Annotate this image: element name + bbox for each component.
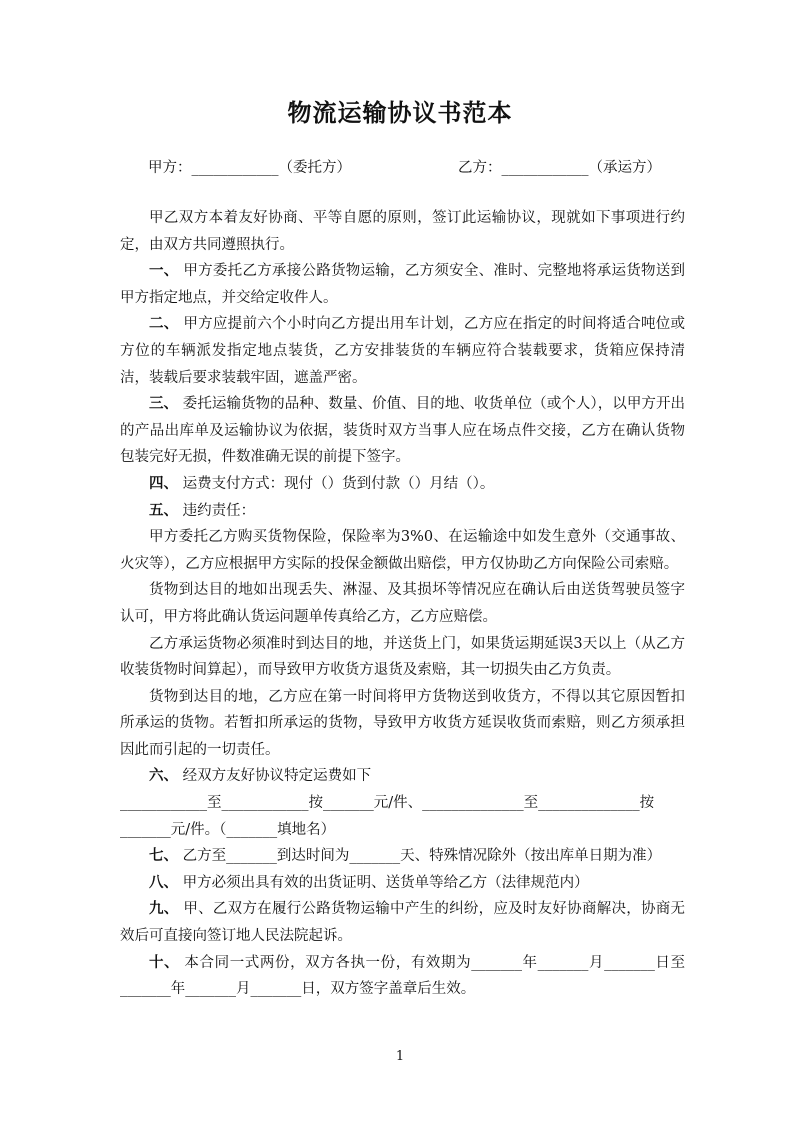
- clause-3: [120, 391, 685, 471]
- clause-9: [120, 896, 685, 949]
- clause-6-number: 六、: [149, 767, 178, 785]
- clause-7: [120, 843, 685, 870]
- clause-3-text: 委托运输货物的品种、数量、价值、目的地、收货单位（或个人），以甲方开出的产品出库单及运输协议为依据，装货时双方当事人应在场点件交接，乙方在确认货物包装完好无损，件数准确无误的前提下签字。: [120, 396, 686, 466]
- page-number: 1: [395, 1049, 405, 1064]
- intro-paragraph: 甲乙双方本着友好协商、平等自愿的原则，签订此运输协议，现就如下事项进行约定，由双方共同遵照执行。: [120, 210, 685, 253]
- party-b-field: 乙方：____________（承运方）: [458, 160, 661, 176]
- clause-1-text: 甲方委托乙方承接公路货物运输，乙方须安全、准时、完整地将承运货物送到甲方指定地点，并交给定收件人。: [120, 263, 686, 306]
- clause-9-number: 九、: [149, 900, 179, 918]
- clause-2: [120, 311, 685, 391]
- clause-5-number: 五、: [149, 501, 178, 519]
- party-a-field: 甲方：____________（委托方）: [148, 160, 351, 176]
- clause-10: [120, 950, 685, 1003]
- clause-4: [120, 471, 685, 498]
- document-body: [120, 205, 685, 1003]
- clause-5: [120, 498, 685, 525]
- clause-8-number: 八、: [149, 873, 178, 891]
- clause-8: [120, 870, 685, 897]
- clause-1-number: 一、: [149, 262, 179, 280]
- clause-6: [120, 763, 685, 790]
- clause-5-paragraph-insurance: 甲方委托乙方购买货物保险，保险率为3%0、在运输途中如发生意外（交通事故、火灾等），乙方应根据甲方实际的投保金额做出赔偿，甲方仅协助乙方向保险公司索赔。: [120, 529, 685, 572]
- clause-7-text: 乙方至_______到达时间为_______天、特殊情况除外（按出库单日期为准）: [178, 848, 662, 865]
- clause-3-number: 三、: [149, 395, 179, 413]
- clause-2-number: 二、: [149, 315, 179, 333]
- clause-9-text: 甲、乙双方在履行公路货物运输中产生的纠纷，应及时友好协商解决，协商无效后可直接向签订地人民法院起诉。: [120, 901, 686, 945]
- clause-5-paragraph-delay: 乙方承运货物必须准时到达目的地，并送货上门，如果货运期延误3天以上（从乙方收装货物时间算起），而导致甲方收货方退货及索赔，其一切损失由乙方负责。: [120, 635, 685, 679]
- freight-rate-line-2: _______元/件。（_______填地名）: [120, 821, 336, 838]
- clause-5-paragraph-withholding: 货物到达目的地，乙方应在第一时间将甲方货物送到收货方，不得以其它原因暂扣所承运的货物。若暂扣所承运的货物，导致甲方收货方延误收货而索赔，则乙方须承担因此而引起的一切责任。: [120, 688, 685, 758]
- clause-7-number: 七、: [149, 847, 178, 865]
- clause-10-number: 十、: [149, 953, 180, 971]
- document-title: 物流运输协议书范本: [287, 98, 513, 127]
- clause-6-text: 经双方友好协议特定运费如下: [178, 768, 372, 785]
- clause-5-text: 违约责任：: [178, 502, 256, 519]
- clause-8-text: 甲方必须出具有效的出货证明、送货单等给乙方（法律规范内）: [178, 874, 589, 891]
- parties-line: [148, 157, 708, 179]
- clause-1: [120, 258, 685, 311]
- clause-4-number: 四、: [149, 474, 178, 492]
- clause-2-text: 甲方应提前六个小时向乙方提出用车计划，乙方应在指定的时间将适合吨位或方位的车辆派发指定地点装货，乙方安排装货的车辆应符合装载要求，货箱应保持清洁，装载后要求装载牢固，遮盖严密。: [120, 316, 686, 386]
- clause-4-text: 运费支付方式：现付（）货到付款（）月结（）。: [178, 475, 495, 492]
- clause-5-paragraph-damage: 货物到达目的地如出现丢失、淋湿、及其损坏等情况应在确认后由送货驾驶员签字认可，甲方将此确认货运问题单传真给乙方，乙方应赔偿。: [120, 582, 685, 625]
- freight-rate-line-1: ____________至____________按_______元/件、______________至______________按: [120, 795, 655, 812]
- clause-10-text: 本合同一式两份，双方各执一份，有效期为_______年_______月_______日至_______年_______月_______日，双方签字盖章后生效。: [120, 954, 686, 998]
